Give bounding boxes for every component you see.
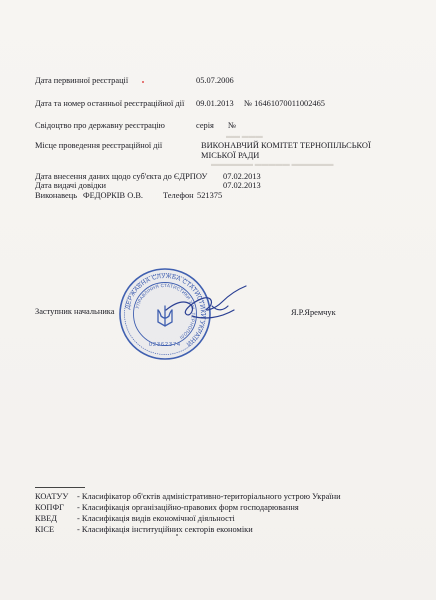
red-mark	[142, 81, 144, 83]
stamp-outer-text: ДЕРЖАВНА СЛУЖБА СТАТИСТИКИ УКРАЇНИ	[124, 272, 207, 348]
first-registration-label: Дата первинної реєстрації	[35, 76, 129, 85]
certificate-label: Свідоцтво про державну реєстрацію	[35, 121, 165, 130]
place-label: Місце проведення реєстраційної дії	[35, 141, 163, 150]
footnote-row	[35, 492, 341, 502]
footnote-row	[35, 525, 253, 535]
handwritten-signature	[162, 280, 254, 340]
stamp-code: 02362374	[149, 342, 181, 348]
last-registration-number: № 16461070011002465	[244, 99, 325, 108]
issue-date-label: Дата видачі довідки	[35, 181, 107, 190]
scan-dot	[176, 534, 178, 536]
place-value-line2: МІСЬКОЇ РАДИ	[201, 151, 260, 160]
footnote-abbr: КОПФГ	[35, 503, 64, 512]
footnote-text: - Класифікація інституційних секторів економіки	[77, 525, 253, 534]
certificate-series-label: серія	[196, 121, 214, 130]
phone-value: 521375	[197, 191, 223, 200]
last-registration-label: Дата та номер останньої реєстраційної дії	[35, 99, 185, 108]
place-value-line1: ВИКОНАВЧИЙ КОМІТЕТ ТЕРНОПІЛЬСЬКОЇ	[201, 141, 371, 150]
certificate-number-label: №	[228, 121, 236, 130]
bleed-through-text: ▬▬▬▬▬▬ ▬▬▬▬▬ ▬▬▬▬▬▬	[211, 160, 334, 168]
footnote-abbr: КІСЕ	[35, 525, 55, 534]
footnote-abbr: КВЕД	[35, 514, 58, 523]
issue-date-value: 07.02.2013	[223, 181, 261, 190]
deputy-head-label: Заступник начальника	[35, 307, 115, 316]
stamp-inner-text: УПРАВЛІННЯ СТАТИСТИКИ У М. ТЕРНОПОЛІ	[134, 282, 197, 341]
bleed-through-text: ▬▬ ▬▬▬	[226, 132, 263, 140]
footnote-text: - Класифікація організаційно-правових форм господарювання	[77, 503, 299, 512]
executor-name: ФЕДОРКІВ О.В.	[83, 191, 144, 200]
footnote-text: - Класифікатор об'єктів адміністративно-територіального устрою України	[77, 492, 341, 501]
footnote-row	[35, 514, 235, 524]
signatory-name: Я.Р.Яремчук	[291, 308, 336, 317]
footnote-abbr: КОАТУУ	[35, 492, 69, 501]
signature-stroke	[166, 286, 246, 318]
last-registration-date: 09.01.2013	[196, 99, 234, 108]
footnote-text: - Класифікація видів економічної діяльності	[77, 514, 235, 523]
first-registration-value: 05.07.2006	[196, 76, 234, 85]
footnote-divider	[35, 487, 85, 488]
data-entry-value: 07.02.2013	[223, 172, 261, 181]
executor-label: Виконавець	[35, 191, 78, 200]
data-entry-label: Дата внесення даних щодо суб'єкта до ЄДРПОУ	[35, 172, 208, 181]
footnote-row	[35, 503, 299, 513]
phone-label: Телефон	[163, 191, 194, 200]
